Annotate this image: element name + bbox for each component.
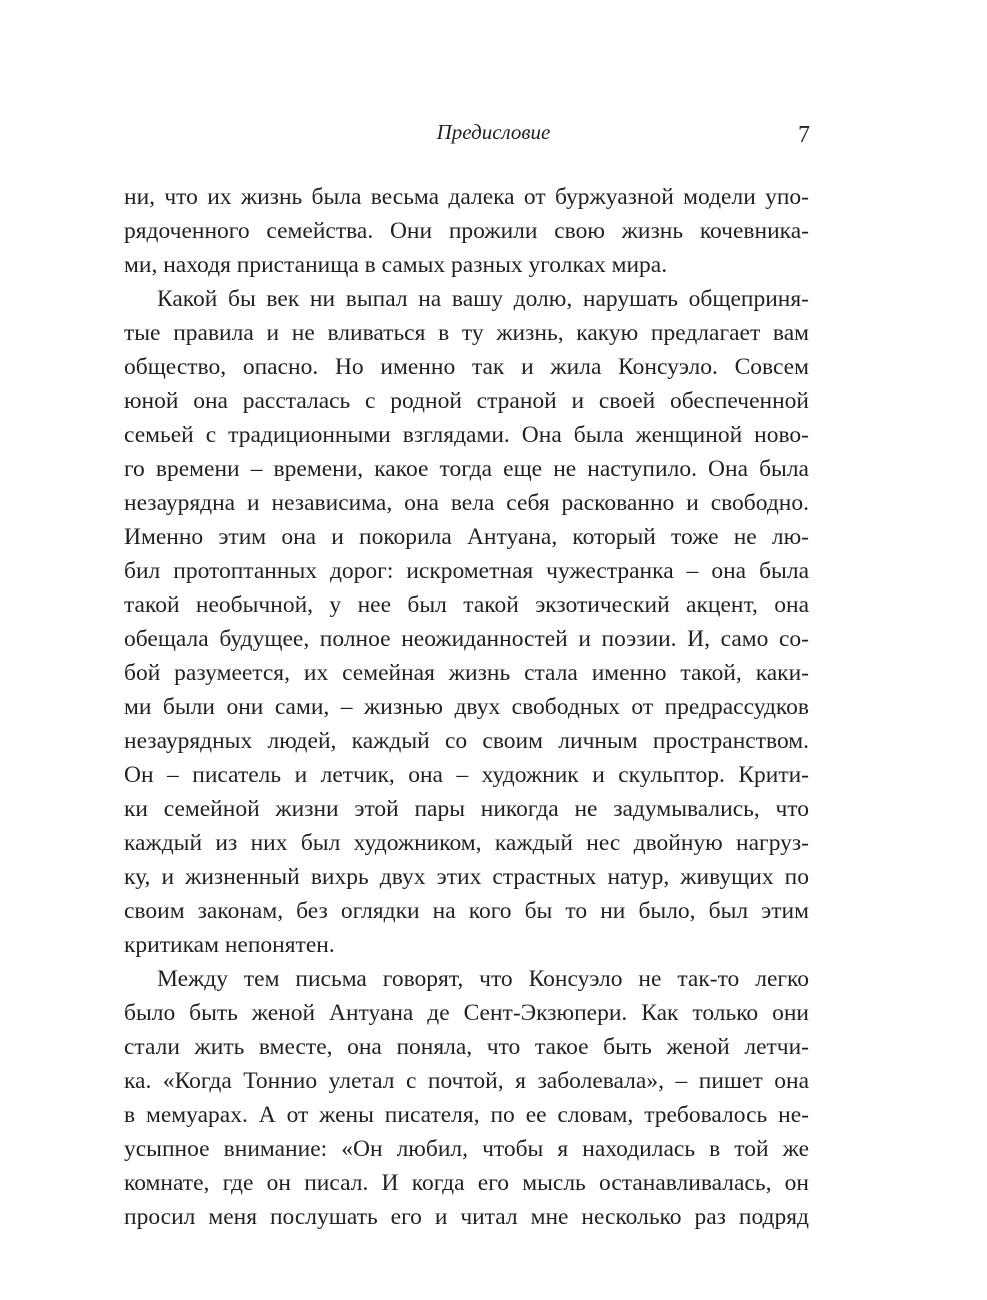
text-line: бил протоптанных дорог: искрометная чужестранка – она была <box>124 558 809 584</box>
text-line: Какой бы век ни выпал на вашу долю, нарушать общеприня- <box>157 286 809 312</box>
text-line: ки семейной жизни этой пары никогда не задумывались, что <box>124 796 809 822</box>
paragraph <box>124 180 809 282</box>
text-line: Он – писатель и летчик, она – художник и скульптор. Крити- <box>124 762 809 788</box>
text-line: ка. «Когда Тоннио улетал с почтой, я заболевала», – пишет она <box>124 1068 809 1094</box>
text-line: каждый из них был художником, каждый нес двойную нагруз- <box>124 830 809 856</box>
paragraph <box>124 962 809 1234</box>
page-number: 7 <box>798 122 810 148</box>
text-line: Между тем письма говорят, что Консуэло не так-то легко <box>157 966 809 992</box>
text-line: тые правила и не вливаться в ту жизнь, какую предлагает вам <box>124 320 809 346</box>
running-title: Предисловие <box>436 120 551 144</box>
text-line: обещала будущее, полное неожиданностей и поэзии. И, само со- <box>124 626 809 652</box>
text-line: юной она рассталась с родной страной и своей обеспеченной <box>124 388 809 414</box>
text-line: семьей с традиционными взглядами. Она была женщиной ново- <box>124 422 809 448</box>
text-line: ни, что их жизнь была весьма далека от буржуазной модели упо- <box>124 184 809 210</box>
paragraph <box>124 282 809 962</box>
text-line: бой разумеется, их семейная жизнь стала именно такой, каки- <box>124 660 809 686</box>
text-line: усыпное внимание: «Он любил, чтобы я находилась в той же <box>124 1136 809 1162</box>
body-text <box>124 180 809 1234</box>
text-line: было быть женой Антуана де Сент-Экзюпери. Как только они <box>124 1000 809 1026</box>
text-line: ми, находя пристанища в самых разных уголках мира. <box>124 252 668 278</box>
text-line: просил меня послушать его и читал мне несколько раз подряд <box>124 1204 809 1230</box>
text-line: такой необычной, у нее был такой экзотический акцент, она <box>124 592 809 618</box>
text-line: ми были они сами, – жизнью двух свободных от предрассудков <box>124 694 809 720</box>
text-line: рядоченного семейства. Они прожили свою жизнь кочевника- <box>124 218 809 244</box>
text-line: стали жить вместе, она поняла, что такое быть женой летчи- <box>124 1034 809 1060</box>
text-line: в мемуарах. А от жены писателя, по ее словам, требовалось не- <box>124 1102 809 1128</box>
text-line: ку, и жизненный вихрь двух этих страстных натур, живущих по <box>124 864 809 890</box>
text-line: незаурядных людей, каждый со своим личным пространством. <box>124 728 809 754</box>
text-line: своим законам, без оглядки на кого бы то ни было, был этим <box>124 898 809 924</box>
text-line: комнате, где он писал. И когда его мысль останавливалась, он <box>124 1170 809 1196</box>
text-line: незаурядна и независима, она вела себя раскованно и свободно. <box>124 490 809 516</box>
text-line: общество, опасно. Но именно так и жила Консуэло. Совсем <box>124 354 809 380</box>
text-line: критикам непонятен. <box>124 932 335 958</box>
text-line: Именно этим она и покорила Антуана, который тоже не лю- <box>124 524 809 550</box>
text-line: го времени – времени, какое тогда еще не наступило. Она была <box>124 456 809 482</box>
